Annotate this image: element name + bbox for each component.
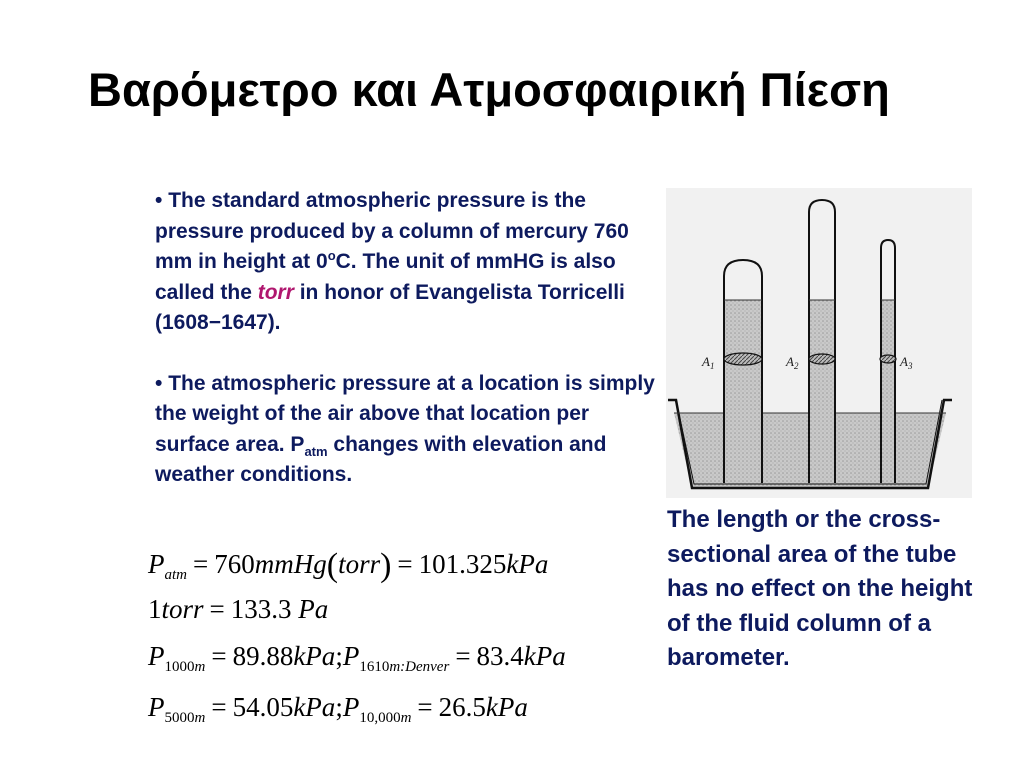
tube-2-cross-section bbox=[809, 354, 835, 364]
bullet-marker: • bbox=[155, 371, 163, 395]
tube-1-cross-section bbox=[724, 353, 762, 365]
figure-caption: The length or the cross-sectional area of the tube has no effect on the height of the fluid column of a barometer. bbox=[667, 506, 973, 671]
atm-subscript: atm bbox=[304, 443, 328, 459]
tube-3-cross-section bbox=[880, 355, 896, 363]
equation-patm: $P_{atm}$ = 760mmHg(torr) = 101.325kPa bbox=[148, 547, 549, 584]
bullet-text: in honor of Evangelista Torricelli (1608−1647). bbox=[155, 280, 625, 334]
equation-1000m-denver: $P_{1000m}$ = $89.88kPa;P_{1610m:Denver} = 83.4kPa$ bbox=[148, 641, 566, 675]
bullet-marker: • bbox=[155, 189, 163, 212]
tube-1-fill bbox=[724, 300, 762, 483]
bullet-text: The atmospheric pressure at a location is simply the weight of the air above that location per surface area. P bbox=[155, 371, 655, 456]
tube-3-fill bbox=[881, 300, 895, 483]
bullet-text: C. The unit of mmHG is also called the bbox=[155, 250, 616, 304]
bullet-text: changes with elevation and weather conditions. bbox=[155, 432, 607, 486]
bullet-atmospheric-pressure bbox=[155, 369, 655, 491]
label-a3: $A_3$ bbox=[900, 354, 913, 371]
barometer-figure bbox=[666, 188, 972, 498]
bullet-list bbox=[155, 186, 655, 491]
torr-emphasis: torr bbox=[257, 280, 294, 304]
degree-superscript: o bbox=[327, 248, 336, 263]
tube-2-fill bbox=[809, 300, 835, 483]
label-a1: $A_1$ bbox=[702, 354, 715, 371]
equation-5000m-10000m: $P_{5000m}$ = $54.05kPa;P_{10,000m} = 26.5kPa$ bbox=[148, 692, 528, 726]
label-a2: $A_2$ bbox=[786, 354, 799, 371]
bullet-text: The standard atmospheric pressure is the pressure produced by a column of mercury 760 mm in height at 0 bbox=[155, 189, 629, 273]
bullet-standard-pressure bbox=[155, 186, 655, 339]
equation-torr: 1torr = 133.3 Pa bbox=[148, 594, 329, 624]
slide-title: Βαρόμετρο και Ατμοσφαιρική Πίεση bbox=[88, 63, 890, 116]
